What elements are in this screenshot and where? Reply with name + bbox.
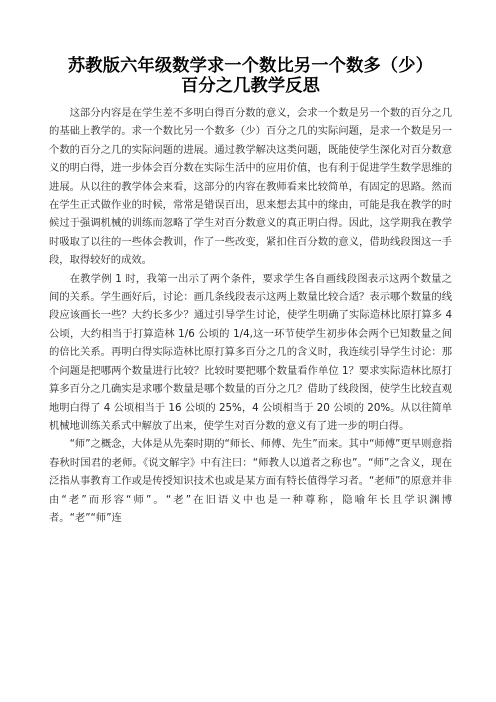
paragraph-intro: 这部分内容是在学生差不多明白得百分数的意义，会求一个数是另一个数的百分之几的基础上教学的。求一个数比另一个数多（少）百分之几的实际问题，是求一个数是另一个数的百分之几的实际问题的进展。通过教学解决这类问题，既能使学生深化对百分数意义的明白得，进一步体会百分数在实际生活中的应用价值，也有利于促进学生数学思维的进展。从以往的教学体会来看，这部分的内容在教师看来比较简单，有固定的思路。然而在学生正式做作业的时候，常常是错误百出，思来想去其中的缘由，可能是我在教学的时候过于强调机械的训练而忽略了学生对百分数意义的真正明白得。因此，这学期我在教学时吸取了以往的一些体会教训，作了一些改变，紧扣住百分数的意义，借助线段图这一手段，取得较好的成效。 <box>49 107 452 267</box>
paragraph-example-1: 在教学例 1 时，我第一出示了两个条件，要求学生各自画线段图表示这两个数量之间的关系。学生画好后，讨论：画几条线段表示这两上数量比较合适？表示哪个数量的线段应该画长一些？大约长多少？通过引导学生讨论，使学生明确了实际造林比原打算多 4 公顷，大约相当于打算造林 1/6 公顷的 1/4,这一环节使学生初步体会两个已知数量之间的倍比关系。再明白得实际造林比原打算多百分之几的含义时，我连续引导学生讨论：那个问题是把哪两个数量进行比较？比较时要把哪个数量看作单位 1？要求实际造林比原打算多百分之几确实是求哪个数量是哪个数量的百分之几？借助了线段图，使学生比较直观地明白得了 4 公顷相当于 16 公顷的 25%，4 公顷相当于 20 公顷的 20%。从以往简单机械地训练关系式中解放了出来，使学生对百分数的意义有了进一步的明白得。 <box>49 272 452 432</box>
document-title <box>49 56 452 96</box>
title-line-1: 苏教版六年级数学求一个数比另一个数多（少） <box>67 56 434 76</box>
document-body <box>49 104 452 527</box>
paragraph-teacher-concept: “师”之概念，大体是从先秦时期的“师长、师傅、先生”而来。其中“师傅”更早则意指春秋时国君的老师。《说文解字》中有注曰：“师教人以道者之称也”。“师”之含义，现在泛指从事教育工作或是传授知识技术也或是某方面有特长值得学习者。“老师”的原意并非由“老”而形容“师”。“老”在旧语义中也是一种尊称，隐喻年长且学识渊博者。“老”“师”连 <box>49 438 452 524</box>
title-line-2: 百分之几教学反思 <box>180 76 321 96</box>
